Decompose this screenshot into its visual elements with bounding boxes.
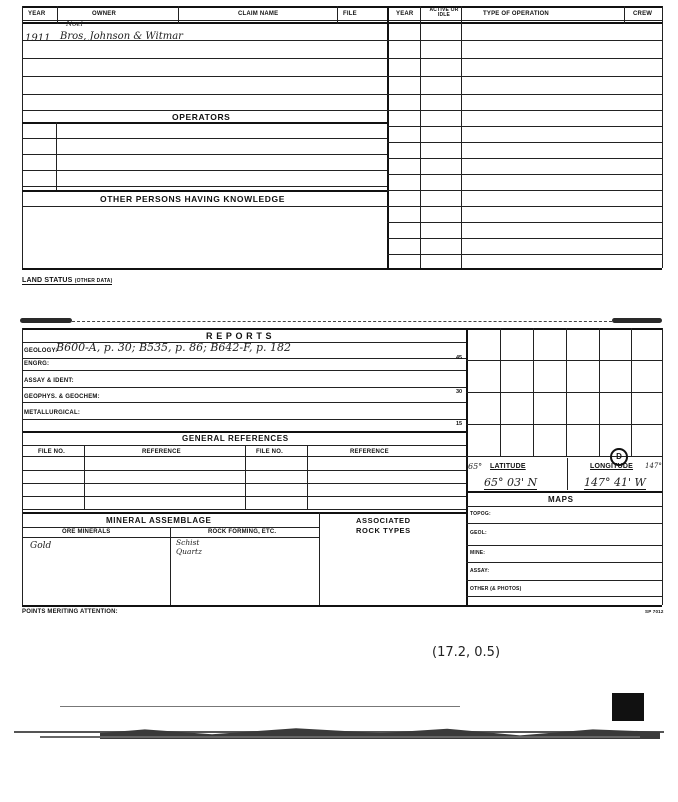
entry-owner-line1: Noel xyxy=(66,20,83,28)
header-year-2: YEAR xyxy=(396,11,414,17)
latitude-label: LATITUDE xyxy=(490,463,526,470)
metallurgical-label: METALLURGICAL: xyxy=(24,410,81,416)
engrg-label: ENGRG: xyxy=(24,361,50,367)
longitude-value: 147° 41' W xyxy=(584,476,646,489)
ore-minerals-label: ORE MINERALS xyxy=(62,529,111,535)
geology-label: GEOLOGY: xyxy=(24,348,58,354)
other-persons-heading: OTHER PERSONS HAVING KNOWLEDGE xyxy=(100,194,286,204)
header-active-idle: ACTIVE OR IDLE xyxy=(429,7,459,18)
header-year: YEAR xyxy=(28,11,46,17)
rock-forming-label: ROCK FORMING, ETC. xyxy=(208,529,277,535)
reports-title: R E P O R T S xyxy=(206,331,273,341)
map-marker-icon: D xyxy=(610,448,628,466)
maps-assay-label: ASSAY: xyxy=(470,568,490,574)
header-file: FILE xyxy=(343,11,357,17)
header-owner: OWNER xyxy=(92,11,116,17)
geology-value: B600-A, p. 30; B535, p. 86; B642-F, p. 182 xyxy=(56,341,292,354)
maps-title: MAPS xyxy=(548,495,574,504)
lat-degree-prefix: 65° xyxy=(468,462,483,471)
mineral-assemblage-title: MINERAL ASSEMBLAGE xyxy=(106,516,212,525)
maps-geol-label: GEOL: xyxy=(470,530,487,536)
lon-degree-suffix: 147° xyxy=(645,462,662,470)
header-type-of-operation: TYPE OF OPERATION xyxy=(483,11,549,17)
rock-value-2: Quartz xyxy=(176,547,203,556)
rock-value-1: Schist xyxy=(176,538,200,547)
geophys-label: GEOPHYS. & GEOCHEM: xyxy=(24,394,100,400)
ore-mineral-value: Gold xyxy=(30,541,52,551)
col-file-no-2: FILE NO. xyxy=(256,449,283,455)
latitude-value: 65° 03' N xyxy=(484,476,538,489)
col-reference: REFERENCE xyxy=(142,449,181,455)
land-status-label: LAND STATUS (OTHER DATA) xyxy=(22,277,113,284)
scale-number-30: 30 xyxy=(456,389,463,395)
operators-heading: OPERATORS xyxy=(172,112,231,122)
scale-number-15: 15 xyxy=(456,421,463,427)
coordinates-note: (17.2, 0.5) xyxy=(432,645,501,660)
header-claim-name: CLAIM NAME xyxy=(238,11,279,17)
associated-label-2: ROCK TYPES xyxy=(356,526,411,535)
entry-owner-line2: Bros, Johnson & Witmar xyxy=(60,31,183,42)
col-file-no: FILE NO. xyxy=(38,449,65,455)
associated-label-1: ASSOCIATED xyxy=(356,516,411,525)
general-references-title: GENERAL REFERENCES xyxy=(182,434,289,443)
points-meriting-label: POINTS MERITING ATTENTION: xyxy=(22,609,118,615)
entry-year: 1911 xyxy=(25,33,51,44)
maps-other-label: OTHER (& PHOTOS) xyxy=(470,586,522,592)
assay-ident-label: ASSAY & IDENT: xyxy=(24,378,74,384)
maps-topog-label: TOPOG: xyxy=(470,511,491,517)
maps-mine-label: MINE: xyxy=(470,550,486,556)
col-reference-2: REFERENCE xyxy=(350,449,389,455)
scale-number-45: 45 xyxy=(456,355,463,361)
longitude-label: LONGITUDE xyxy=(590,463,634,470)
header-crew: CREW xyxy=(633,11,653,17)
form-number: SP 7012 xyxy=(645,609,664,614)
